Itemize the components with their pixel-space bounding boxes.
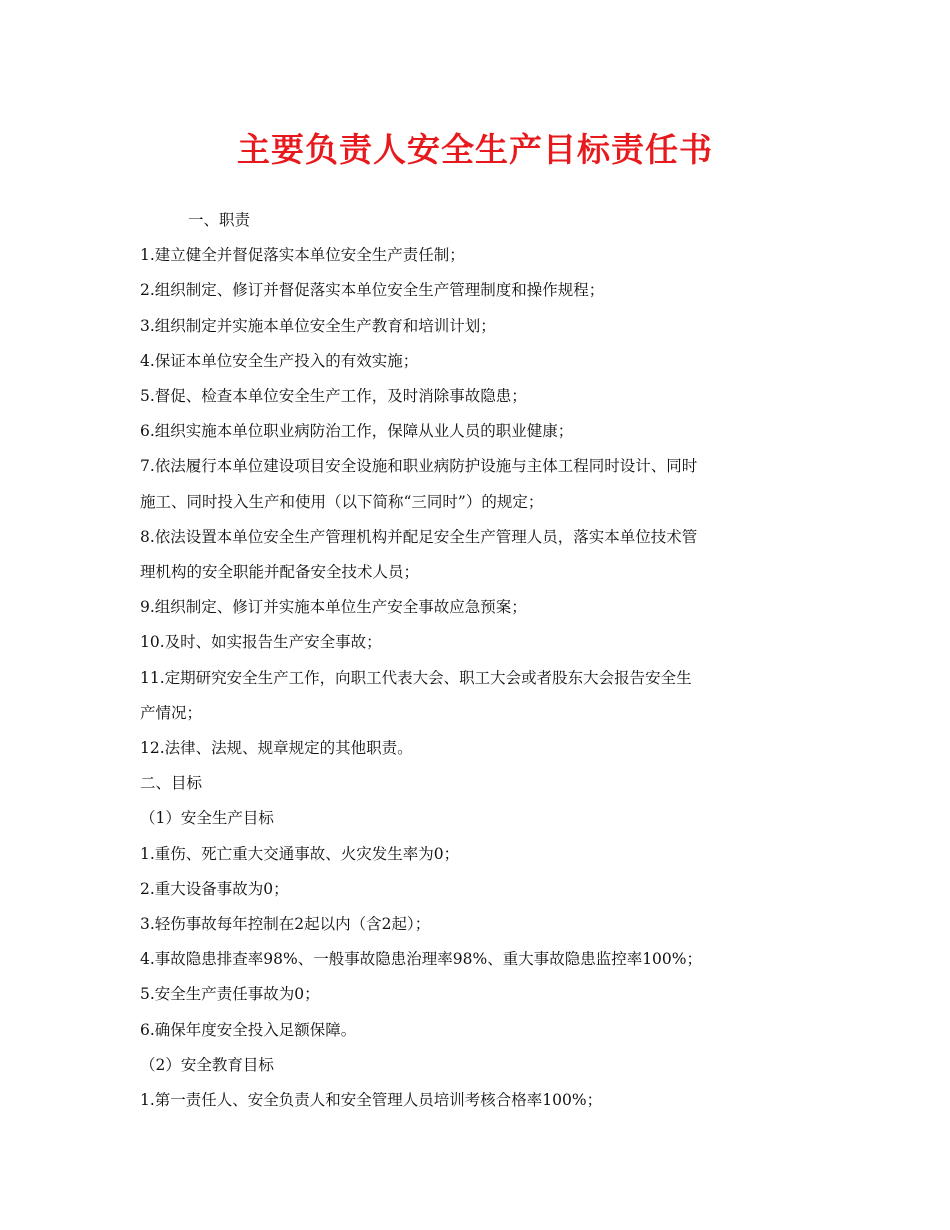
section-heading-duties: 一、职责 (188, 211, 251, 229)
paragraph-line: 5.督促、检查本单位安全生产工作，及时消除事故隐患； (140, 387, 527, 406)
paragraph-line: 2.组织制定、修订并督促落实本单位安全生产管理制度和操作规程； (140, 281, 605, 300)
paragraph-line: 4.事故隐患排查率98%、一般事故隐患治理率98%、重大事故隐患监控率100%； (140, 950, 703, 969)
paragraph-line: 4.保证本单位安全生产投入的有效实施； (140, 351, 419, 370)
paragraph-line: 1.重伤、死亡重大交通事故、火灾发生率为0； (140, 844, 460, 863)
paragraph-line: 1.第一责任人、安全负责人和安全管理人员培训考核合格率100%； (140, 1091, 603, 1110)
paragraph-line: 11.定期研究安全生产工作，向职工代表大会、职工大会或者股东大会报告安全生 (140, 668, 692, 687)
section-heading-goals: 二、目标 (140, 774, 203, 793)
paragraph-line: 6.确保年度安全投入足额保障。 (140, 1020, 357, 1039)
paragraph-line: 10.及时、如实报告生产安全事故； (140, 633, 382, 652)
paragraph-line: 理机构的安全职能并配备安全技术人员； (140, 563, 420, 582)
document-body (140, 203, 820, 1118)
paragraph-line: 1.建立健全并督促落实本单位安全生产责任制； (140, 246, 465, 265)
paragraph-line: 12.法律、法规、规章规定的其他职责。 (140, 739, 413, 758)
paragraph-line: 7.依法履行本单位建设项目安全设施和职业病防护设施与主体工程同时设计、同时 (140, 457, 698, 476)
subsection-heading-education-goals: （2）安全教育目标 (140, 1055, 274, 1074)
paragraph-line: 3.组织制定并实施本单位安全生产教育和培训计划； (140, 316, 496, 335)
paragraph-line: 6.组织实施本单位职业病防治工作，保障从业人员的职业健康； (140, 422, 574, 441)
paragraph-line: 产情况； (140, 703, 203, 722)
paragraph-line: 3.轻伤事故每年控制在2起以内（含2起）； (140, 915, 431, 934)
paragraph-line: 5.安全生产责任事故为0； (140, 985, 320, 1004)
paragraph-line: 9.组织制定、修订并实施本单位生产安全事故应急预案； (140, 598, 527, 617)
document-title: 主要负责人安全生产目标责任书 (237, 130, 713, 169)
subsection-heading-safety-goals: （1）安全生产目标 (140, 809, 274, 828)
paragraph-line: 2.重大设备事故为0； (140, 879, 289, 898)
paragraph-line: 8.依法设置本单位安全生产管理机构并配足安全生产管理人员，落实本单位技术管 (140, 527, 698, 546)
paragraph-line: 施工、同时投入生产和使用（以下简称“三同时”）的规定； (140, 492, 544, 511)
